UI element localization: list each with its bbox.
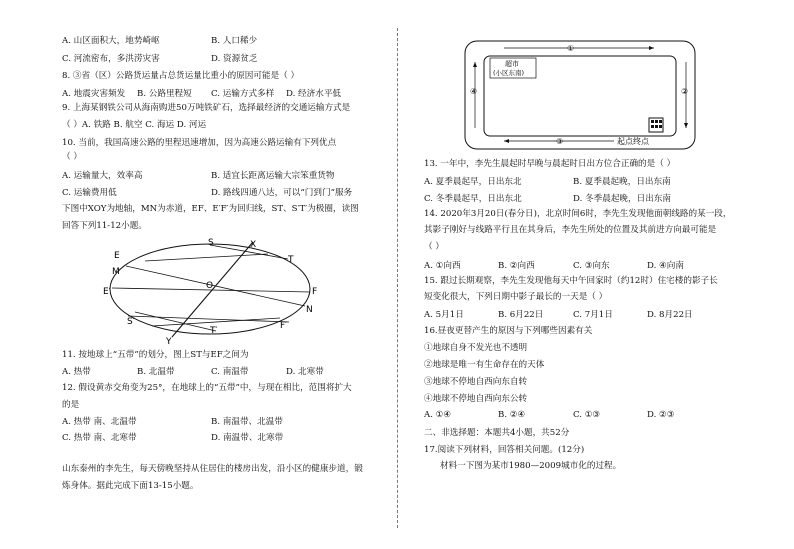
q12-option-a: A. 热带 南、北温带 (62, 417, 137, 427)
q13-option-d: D. 冬季晨起晚，日出东南 (573, 194, 671, 204)
q12-option-c: C. 热带 南、北寒带 (62, 433, 137, 443)
q8-option-c: C. 运输方式多样 (211, 89, 275, 99)
q7-option-b: B. 人口稀少 (211, 36, 258, 46)
q7-option-c: C. 河流密布，多洪涝灾害 (62, 54, 160, 64)
label-t: T (288, 255, 294, 265)
route-map (464, 40, 696, 150)
q16-stem: 16.昼夜更替产生的原因与下列哪些因素有关 (424, 326, 593, 336)
q9-stem: 9. 上海某钢铁公司从海南购进50万吨铁矿石，选择最经济的交通运输方式是 (62, 103, 351, 113)
label-e2: E′ (103, 287, 111, 297)
q8-option-d: D. 经济水平低 (286, 89, 342, 99)
equator-mn (126, 266, 305, 306)
column-divider (397, 28, 398, 528)
q8-stem: 8. ③省（区）公路货运量占总货运量比重小的原因可能是（ ） (62, 71, 300, 81)
q10-option-a: A. 运输量大，效率高 (62, 171, 143, 181)
label-t2: T′ (210, 326, 218, 336)
label-f: F (312, 287, 318, 297)
supermarket-label: 超市 (505, 60, 519, 68)
line-s2t2 (135, 312, 216, 331)
q12-stem: 12. 假设黄赤交角变为25°，在地球上的“五带”中，与现在相比，范围将扩大 (62, 383, 352, 393)
q16-item-2: ②地球是唯一有生命存在的天体 (424, 360, 545, 370)
q12-option-b: B. 南温带、北温带 (211, 417, 283, 427)
q16-option-d: D. ②③ (647, 410, 675, 420)
q11-stem: 11. 按地球上“五带”的划分，图上ST与EF之间为 (62, 350, 249, 360)
q15-option-b: B. 6月22日 (498, 310, 544, 320)
q12-option-d: D. 南温带、北寒带 (211, 433, 284, 443)
q15-stem-2: 短变化很大，下列日期中影子最长的一天是（ ） (424, 292, 608, 302)
label-s2: S′ (127, 317, 135, 327)
q11-option-c: C. 南温带 (211, 367, 249, 377)
globe-diagram (100, 236, 330, 346)
figure-intro: 下图中XOY为地轴，MN为赤道，EF、E′F′为回归线，ST、S′T′为极圈，读图 (62, 204, 359, 214)
q7-option-d: D. 资源贫乏 (211, 54, 258, 64)
label-f2: F′ (280, 321, 288, 331)
arrow-label-4: ④ (470, 87, 478, 96)
q11-option-b: B. 北温带 (137, 367, 175, 377)
q14-stem: 14. 2020年3月20日(春分日)，北京时间6时，李先生发现他面朝线路的某一段， (424, 209, 732, 219)
q16-item-4: ④地球不停地自西向东公转 (424, 394, 528, 404)
q15-option-c: C. 7月1日 (573, 310, 613, 320)
q17-stem: 17.阅读下列材料，回答相关问题。(12分) (424, 445, 585, 455)
q7-option-a: A. 山区面积大，地势崎岖 (62, 36, 160, 46)
passage-13-15-2: 炼身体。据此完成下面13-15小题。 (62, 481, 199, 491)
q16-item-3: ③地球不停地自西向东自转 (424, 377, 528, 387)
q8-option-a: A. 地震灾害频发 (62, 89, 126, 99)
q14-blank: （ ） (424, 242, 444, 252)
q13-stem: 13. 一年中，李先生晨起时早晚与晨起时日出方位合正确的是（ ） (424, 159, 676, 169)
label-x: X (250, 240, 257, 250)
q10-option-c: C. 运输费用低 (62, 188, 117, 198)
q16-option-c: C. ①③ (573, 410, 601, 420)
q17-material-1: 材料一下图为某市1980—2009城市化的过程。 (440, 461, 622, 471)
q11-option-d: D. 北寒带 (286, 367, 324, 377)
q13-option-c: C. 冬季晨起早，日出东北 (424, 194, 522, 204)
section-two-heading: 二、非选择题：本题共4小题，共52分 (424, 428, 570, 438)
q10-stem: 10. 当前，我国高速公路的里程迅速增加，因为高速公路运输有下列优点 (62, 138, 337, 148)
q11-option-a: A. 热带 (62, 367, 91, 377)
q10-option-b: B. 适宜长距离运输大宗笨重货物 (211, 171, 335, 181)
label-s: S (208, 238, 214, 248)
start-end-label: 起点终点 (617, 137, 649, 146)
label-n: N (306, 305, 313, 315)
q13-option-b: B. 夏季晨起晚，日出东南 (573, 177, 671, 187)
q16-option-b: B. ②④ (498, 410, 526, 420)
q16-option-a: A. ①④ (424, 410, 452, 420)
q14-option-b: B. ②向西 (498, 261, 535, 271)
q15-option-d: D. 8月22日 (647, 310, 693, 320)
q14-option-a: A. ①向西 (424, 261, 461, 271)
q12-stem-2: 的是 (62, 400, 80, 410)
q14-option-d: D. ④向南 (647, 261, 684, 271)
q10-option-d: D. 路线四通八达，可以“门到门”服务 (211, 188, 353, 198)
q14-option-c: C. ③向东 (573, 261, 610, 271)
building-icon (649, 118, 663, 132)
label-m: M (112, 267, 120, 277)
q14-stem-2: 其影子刚好与线路平行且在其身后，李先生所处的位置及其前进方向最可能是 (424, 225, 717, 235)
figure-intro-2: 回答下列11-12小题。 (62, 221, 147, 231)
q9-options: （ ）A. 铁路 B. 航空 C. 海运 D. 河运 (62, 120, 207, 130)
label-y: Y (166, 337, 172, 346)
q8-option-b: B. 公路里程短 (137, 89, 192, 99)
q16-item-1: ①地球自身不发光也不透明 (424, 343, 528, 353)
label-o: O (206, 281, 214, 291)
q15-stem: 15. 跟过长期观察，李先生发现他每天中午回家时（约12时）住宅楼的影子长 (424, 276, 718, 286)
arrow-label-3: ③ (556, 137, 564, 146)
passage-13-15: 山东泰州的李先生，每天傍晚坚持从住居住的楼房出发，沿小区的健康步道，锻 (62, 464, 363, 474)
label-e: E (114, 251, 120, 261)
q13-option-a: A. 夏季晨起早，日出东北 (424, 177, 522, 187)
q10-blank: （ ） (62, 152, 82, 162)
arrow-label-1: ① (567, 44, 575, 53)
supermarket-sublabel: (小区东南) (493, 69, 525, 77)
arrow-label-2: ② (681, 87, 689, 96)
q15-option-a: A. 5月1日 (424, 310, 464, 320)
line-upper (145, 254, 268, 261)
